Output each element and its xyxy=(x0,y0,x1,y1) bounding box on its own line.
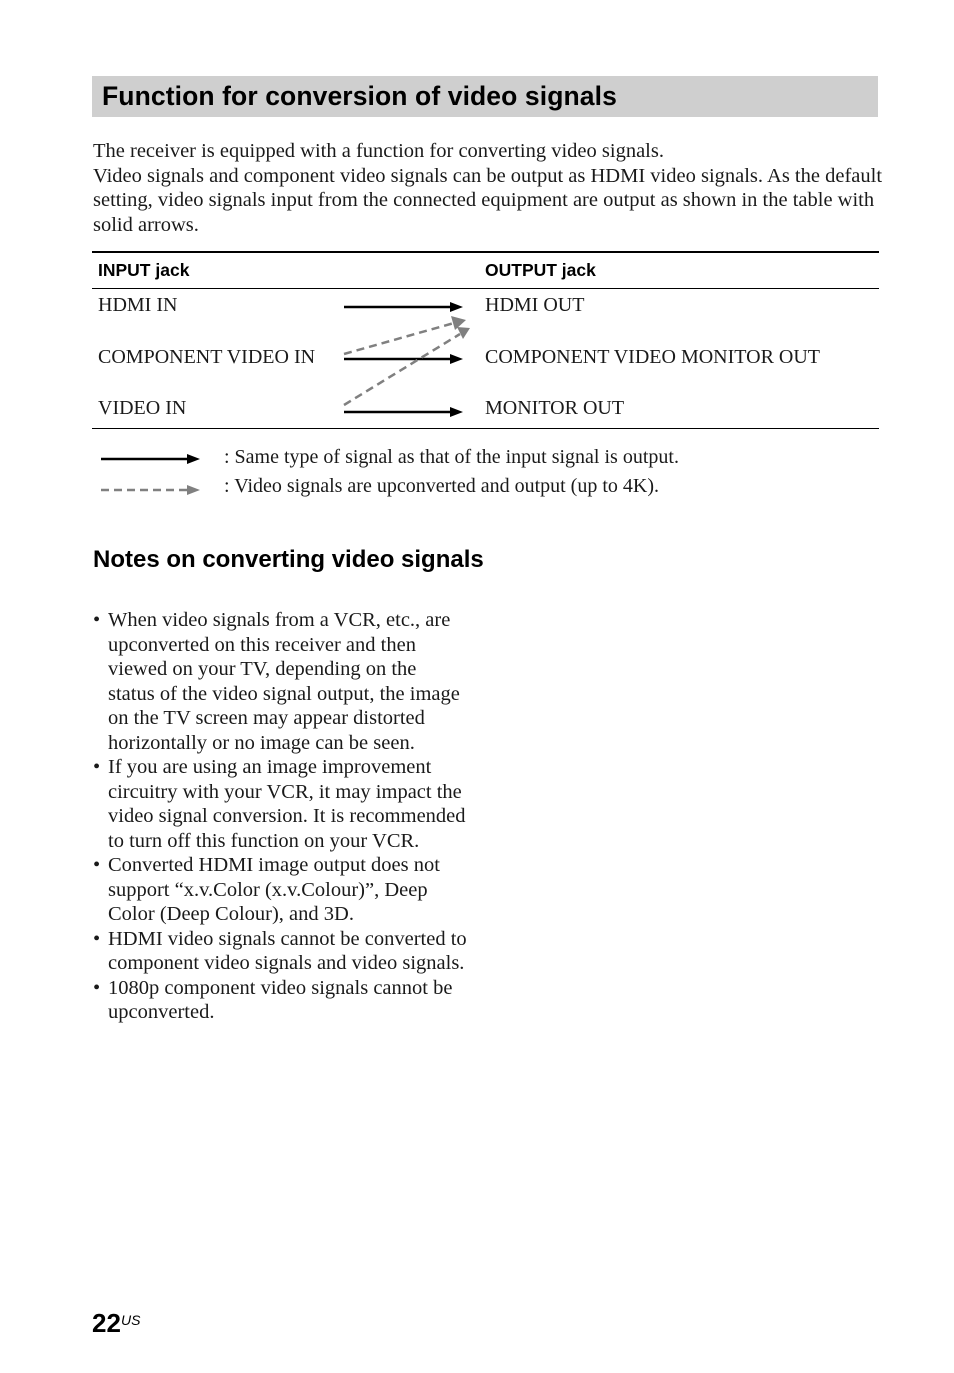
list-item xyxy=(93,755,468,853)
output-component-video-monitor-out: COMPONENT VIDEO MONITOR OUT xyxy=(485,346,821,368)
page-region: US xyxy=(121,1312,141,1328)
legend-dashed-text: : Video signals are upconverted and output (up to 4K). xyxy=(224,475,659,497)
section-title-bar xyxy=(92,76,878,117)
legend-arrows xyxy=(95,445,210,500)
intro-text xyxy=(93,139,883,237)
solid-arrow-hdmi xyxy=(344,302,463,312)
legend-dashed-arrow xyxy=(101,485,200,495)
bullet: • xyxy=(93,854,101,876)
dashed-arrow-video-to-hdmi xyxy=(344,327,470,405)
bullet: • xyxy=(93,976,101,999)
note-text: HDMI video signals cannot be converted to component video signals and video signals. xyxy=(108,927,467,974)
input-video-in: VIDEO IN xyxy=(98,397,187,419)
bullet: • xyxy=(93,756,101,778)
table-bottom-rule xyxy=(92,428,879,429)
output-hdmi-out: HDMI OUT xyxy=(485,294,585,316)
output-monitor-out: MONITOR OUT xyxy=(485,397,625,419)
intro-line-1: The receiver is equipped with a function for converting video signals. xyxy=(93,140,664,162)
note-text: When video signals from a VCR, etc., are upconverted on this receiver and then viewed on your TV, depending on the status of the video signal output, the image on the TV screen may appear distorted horizontally or no image can be seen. xyxy=(108,609,460,754)
solid-arrow-component xyxy=(344,354,463,364)
table-top-rule xyxy=(92,251,879,253)
list-item xyxy=(93,976,468,1025)
legend-solid-arrow xyxy=(101,454,200,464)
note-text: If you are using an image improvement circuitry with your VCR, it may impact the video signal conversion. It is recommended to turn off this function on your VCR. xyxy=(108,756,466,852)
page-number: 22 xyxy=(92,1308,121,1338)
input-hdmi-in: HDMI IN xyxy=(98,294,178,316)
table-header-rule xyxy=(92,288,879,289)
output-jack-header: OUTPUT jack xyxy=(485,260,596,280)
list-item xyxy=(93,927,468,976)
legend-solid-text: : Same type of signal as that of the input signal is output. xyxy=(224,446,679,468)
bullet: • xyxy=(93,609,101,631)
list-item xyxy=(93,608,468,755)
section-title: Function for conversion of video signals xyxy=(102,81,617,111)
note-text: 1080p component video signals cannot be upconverted. xyxy=(108,976,453,1023)
intro-line-2: Video signals and component video signals can be output as HDMI video signals. As the default setting, video signals input from the connected equipment are output as shown in the table with solid arrows. xyxy=(93,164,883,236)
solid-arrow-video xyxy=(344,407,463,417)
note-text: Converted HDMI image output does not support “x.v.Color (x.v.Colour)”, Deep Color (Deep Colour), and 3D. xyxy=(108,854,440,925)
notes-list xyxy=(93,608,468,1025)
dashed-arrow-component-to-hdmi xyxy=(344,316,466,354)
input-component-video-in: COMPONENT VIDEO IN xyxy=(98,346,316,368)
signal-conversion-arrows xyxy=(330,290,480,425)
list-item xyxy=(93,853,468,927)
notes-heading: Notes on converting video signals xyxy=(93,546,484,573)
bullet: • xyxy=(93,927,101,950)
input-jack-header: INPUT jack xyxy=(98,260,190,280)
